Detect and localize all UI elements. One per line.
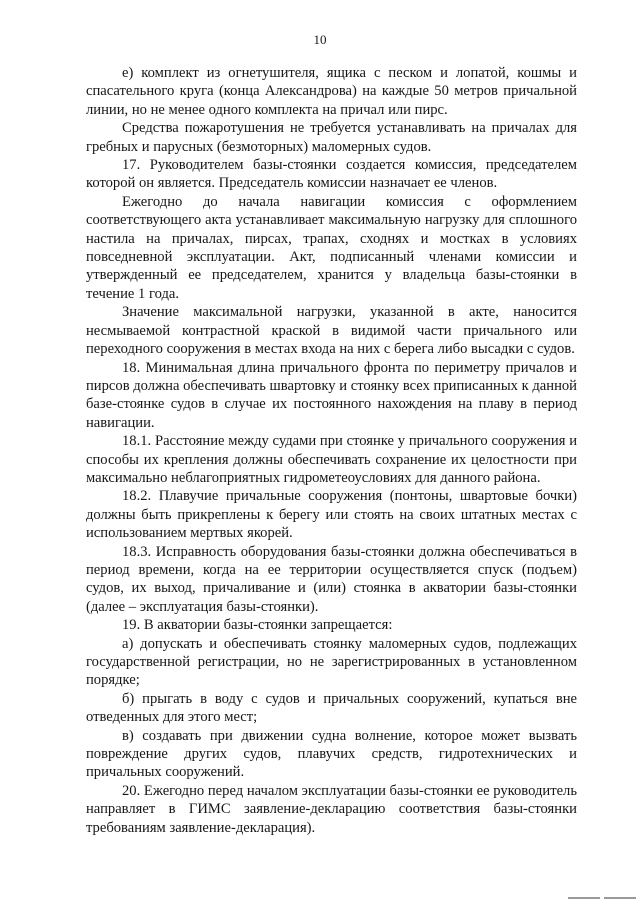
paragraph-item-e: е) комплект из огнетушителя, ящика с песком и лопатой, кошмы и спасательного круга (конца Александрова) на каждые 50 метров причальной линии, но не менее одного комплекта на причал или пирс. [86,65,577,118]
paragraph-max-load: Значение максимальной нагрузки, указанной в акте, наносится несмываемой контрастной краской в видимой части причального или переходного сооружения в местах входа на них с берега либо высадки с судов. [86,304,577,358]
paragraph-18-2: 18.2. Плавучие причальные сооружения (понтоны, швартовые бочки) должны быть прикреплены к берегу или стоять на своих штатных местах с использованием мертвых якорей. [86,488,577,542]
paragraph-fire-means: Средства пожаротушения не требуется устанавливать на причалах для гребных и парусных (безмоторных) маломерных судов. [86,120,577,155]
paragraph-19: 19. В акватории базы-стоянки запрещается: [122,617,393,634]
scan-edge-mark [604,897,636,899]
page-number: 10 [313,32,327,47]
paragraph-annual-commission: Ежегодно до начала навигации комиссия с оформлением соответствующего акта устанавливает максимальную нагрузку для сплошного настила на причалах, пирсах, трапах, сходнях и мостках в условиях повседневной эксплуатации. Акт, подписанный членами комиссии и утвержденный ее председателем, хранится у владельца базы-стоянки в течение 1 года. [86,193,577,302]
paragraph-18: 18. Минимальная длина причального фронта по периметру причалов и пирсов должна обеспечивать швартовку и стоянку всех приписанных к данной базе-стоянке судов в случае их постоянного нахождения на плаву в период навигации. [86,359,577,431]
document-body [86,64,577,837]
paragraph-18-1: 18.1. Расстояние между судами при стоянке у причального сооружения и способы их крепления должны обеспечивать сохранение их целостности при максимально неблагоприятных гидрометеоусловиях для данного района. [86,433,577,486]
paragraph-19-b: б) прыгать в воду с судов и причальных сооружений, купаться вне отведенных для этого мест; [86,690,577,726]
paragraph-17: 17. Руководителем базы-стоянки создается комиссия, председателем которой он является. Председатель комиссии назначает ее членов. [86,157,577,192]
paragraph-20: 20. Ежегодно перед началом эксплуатации базы-стоянки ее руководитель направляет в ГИМС заявление-декларацию соответствия базы-стоянки требованиям заявление-декларация). [86,782,577,836]
paragraph-19-a: а) допускать и обеспечивать стоянку маломерных судов, подлежащих государственной регистрации, но не зарегистрированных в установленном порядке; [86,635,577,689]
scan-edge-mark [568,897,600,899]
paragraph-18-3: 18.3. Исправность оборудования базы-стоянки должна обеспечиваться в период времени, когда на ее территории осуществляется спуск (подъем) судов, их выход, причаливание и (или) стоянка в акватории базы-стоянки (далее – эксплуатация базы-стоянки). [86,543,577,615]
paragraph-19-v: в) создавать при движении судна волнение, которое может вызвать повреждение других судов, плавучих средств, гидротехнических и причальных сооружений. [86,727,577,781]
